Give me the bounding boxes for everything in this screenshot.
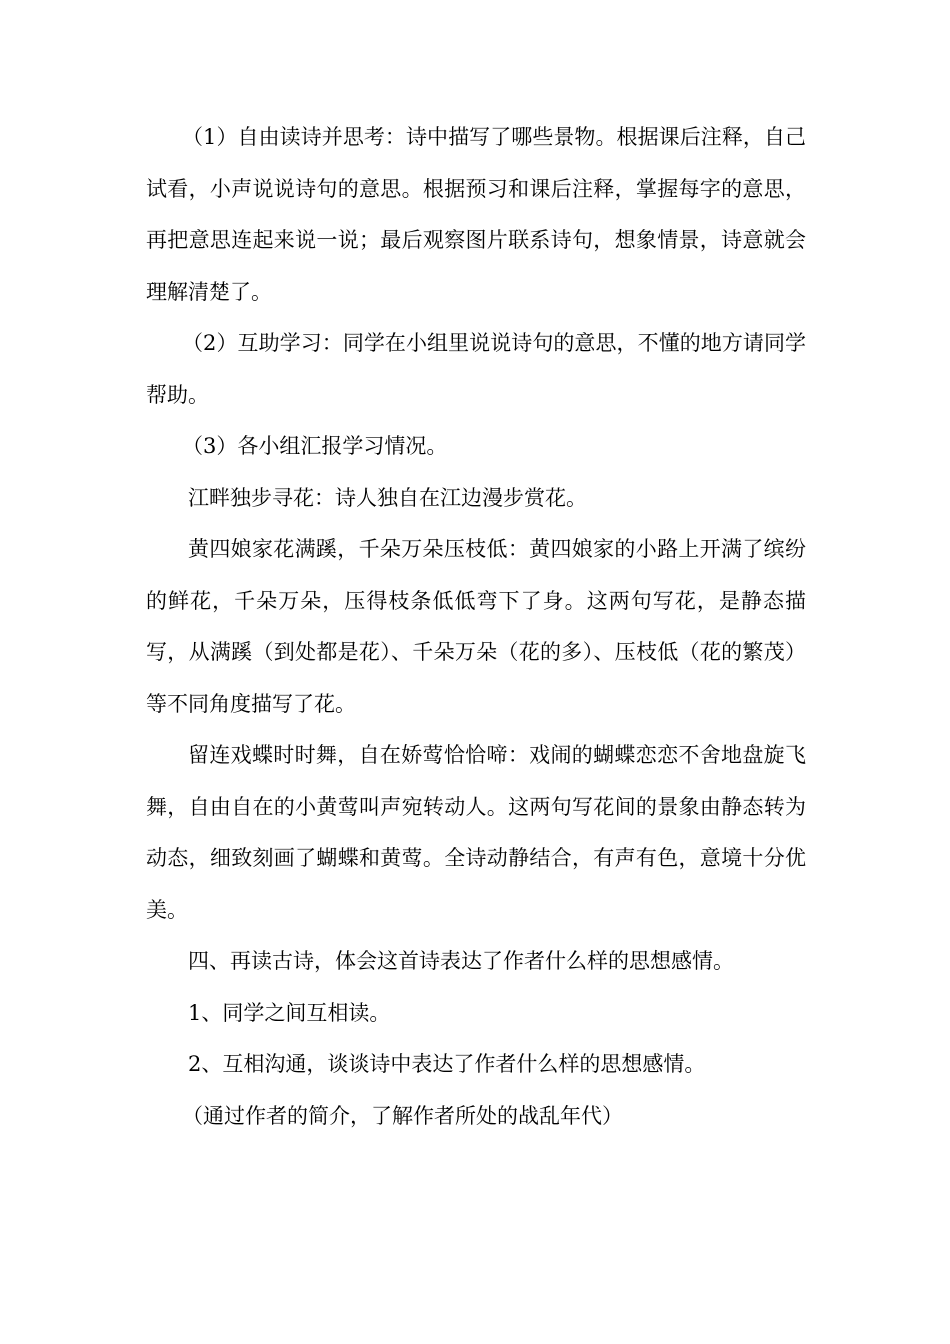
paragraph-note: （通过作者的简介，了解作者所处的战乱年代） <box>182 1103 623 1128</box>
paragraph-step-1: （1）自由读诗并思考：诗中描写了哪些景物。根据课后注释，自己试看，小声说说诗句的意思。根据预习和课后注释，掌握每字的意思，再把意思连起来说一说；最后观察图片联系诗句，想象情景，诗意就会理解清楚了。 <box>146 125 806 304</box>
paragraph-item-1: 1、同学之间互相读。 <box>188 1000 391 1025</box>
paragraph-step-3: （3）各小组汇报学习情况。 <box>182 434 448 458</box>
paragraph-item-2: 2、互相沟通，谈谈诗中表达了作者什么样的思想感情。 <box>188 1052 706 1076</box>
paragraph-lines-1-2: 黄四娘家花满蹊，千朵万朵压枝低：黄四娘家的小路上开满了缤纷的鲜花，千朵万朵，压得枝条低低弯下了身。这两句写花，是静态描写，从满蹊（到处都是花）、千朵万朵（花的多）、压枝低（花的繁茂）等不同角度描写了花。 <box>146 537 806 716</box>
paragraph-step-2: （2）互助学习：同学在小组里说说诗句的意思，不懂的地方请同学帮助。 <box>146 331 806 407</box>
document-body <box>146 112 806 1142</box>
paragraph-lines-3-4: 留连戏蝶时时舞，自在娇莺恰恰啼：戏闹的蝴蝶恋恋不舍地盘旋飞舞，自由自在的小黄莺叫声宛转动人。这两句写花间的景象由静态转为动态，细致刻画了蝴蝶和黄莺。全诗动静结合，有声有色，意境十分优美。 <box>146 743 806 922</box>
paragraph-section-four: 四、再读古诗，体会这首诗表达了作者什么样的思想感情。 <box>188 949 734 973</box>
paragraph-title-explanation: 江畔独步寻花：诗人独自在江边漫步赏花。 <box>188 485 587 510</box>
